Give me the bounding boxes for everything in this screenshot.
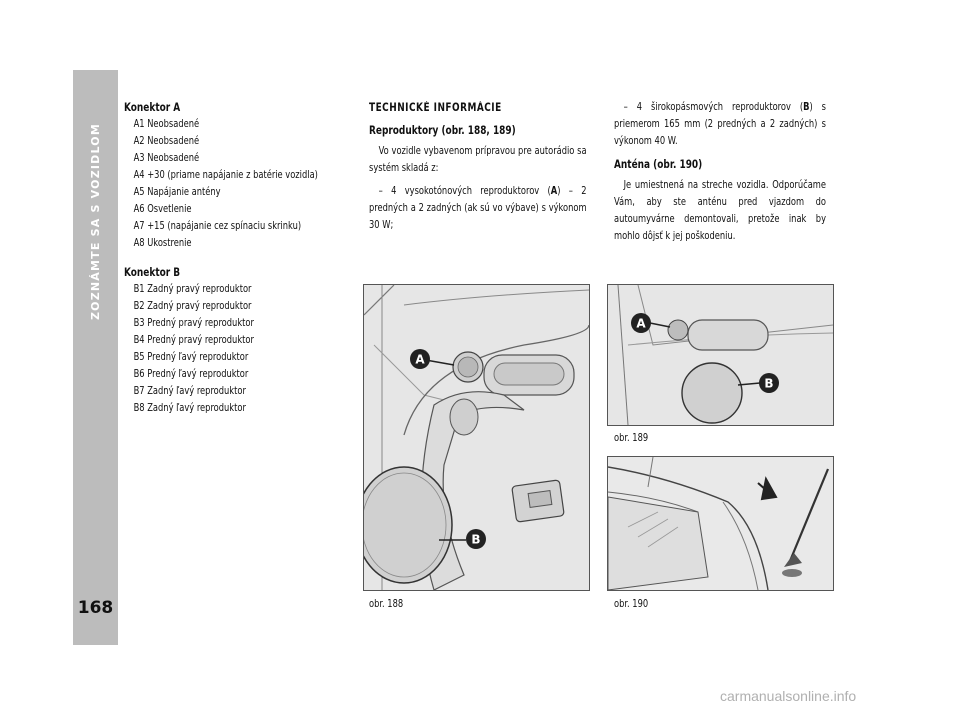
speakers-illustration bbox=[608, 285, 833, 425]
antenna-column bbox=[614, 99, 826, 245]
chapter-sidebar bbox=[73, 70, 118, 645]
list-item: A1 Neobsadené bbox=[133, 118, 200, 130]
figure-190-antenna bbox=[607, 456, 834, 591]
fig188-label-a: A bbox=[415, 352, 425, 367]
list-item: A4 +30 (priame napájanie z batérie vozidla) bbox=[133, 169, 318, 181]
speakers-item2-post: ) s priemerom 165 mm (2 predných a 2 zadných) s výkonom 40 W. bbox=[614, 101, 826, 147]
list-item: A2 Neobsadené bbox=[133, 135, 200, 147]
fig189-label-a: A bbox=[636, 316, 646, 331]
speakers-heading: Reproduktory (obr. 188, 189) bbox=[369, 124, 516, 137]
connector-b-title: Konektor B bbox=[124, 266, 181, 279]
speakers-column bbox=[369, 99, 587, 234]
list-item: A7 +15 (napájanie cez spínaciu skrinku) bbox=[133, 220, 302, 232]
list-item: B2 Zadný pravý reproduktor bbox=[133, 300, 252, 312]
speakers-item1-letter: A bbox=[550, 185, 558, 197]
antenna-text: Je umiestnená na streche vozidla. Odporúčame Vám, aby ste anténu pred vjazdom do autoumyvárne demontovali, pretože inak by mohlo dôjsť k jej poškodeniu. bbox=[614, 179, 826, 242]
speakers-intro: Vo vozidle vybavenom prípravou pre autorádio sa systém skladá z: bbox=[369, 145, 587, 174]
connector-b-list bbox=[124, 281, 324, 417]
list-item: B7 Zadný ľavý reproduktor bbox=[133, 385, 246, 397]
figure-190-caption: obr. 190 bbox=[614, 598, 649, 610]
speakers-item2-letter: B bbox=[803, 101, 810, 113]
list-item: B8 Zadný ľavý reproduktor bbox=[133, 402, 246, 414]
speakers-item2-pre: – 4 širokopásmových reproduktorov ( bbox=[623, 101, 804, 113]
list-item: A8 Ukostrenie bbox=[133, 237, 192, 249]
list-item: B6 Predný ľavý reproduktor bbox=[133, 368, 249, 380]
antenna-heading: Anténa (obr. 190) bbox=[614, 158, 703, 171]
chapter-title-text: ZOZNÁMTE SA S VOZIDLOM bbox=[89, 122, 102, 320]
fig188-label-b: B bbox=[471, 532, 481, 547]
door-panel-illustration bbox=[364, 285, 589, 590]
list-item: A3 Neobsadené bbox=[133, 152, 200, 164]
speakers-item-woofers bbox=[614, 99, 826, 150]
speakers-item1-pre: – 4 vysokotónových reproduktorov ( bbox=[378, 185, 551, 197]
speakers-item1-post: ) – 2 predných a 2 zadných (ak sú vo výbave) s výkonom 30 W; bbox=[369, 185, 587, 231]
antenna-illustration bbox=[608, 457, 833, 590]
figure-189-speakers bbox=[607, 284, 834, 426]
list-item: B5 Predný ľavý reproduktor bbox=[133, 351, 249, 363]
figure-188-door-panel bbox=[363, 284, 590, 591]
watermark: carmanualsonline.info bbox=[720, 688, 857, 704]
list-item: A6 Osvetlenie bbox=[133, 203, 192, 215]
figure-189-caption: obr. 189 bbox=[614, 432, 649, 444]
technical-heading: TECHNICKÉ INFORMÁCIE bbox=[369, 101, 502, 114]
list-item: B1 Zadný pravý reproduktor bbox=[133, 283, 252, 295]
figure-188-caption: obr. 188 bbox=[369, 598, 404, 610]
list-item: B4 Predný pravý reproduktor bbox=[133, 334, 254, 346]
speakers-item-tweeters bbox=[369, 183, 587, 234]
list-item: B3 Predný pravý reproduktor bbox=[133, 317, 254, 329]
connector-column bbox=[124, 99, 324, 417]
connector-a-list bbox=[124, 116, 324, 252]
chapter-title-vertical bbox=[73, 96, 118, 346]
connector-a-title: Konektor A bbox=[124, 101, 181, 114]
list-item: A5 Napájanie antény bbox=[133, 186, 221, 198]
fig189-label-b: B bbox=[764, 376, 774, 391]
page-number: 168 bbox=[77, 598, 114, 618]
